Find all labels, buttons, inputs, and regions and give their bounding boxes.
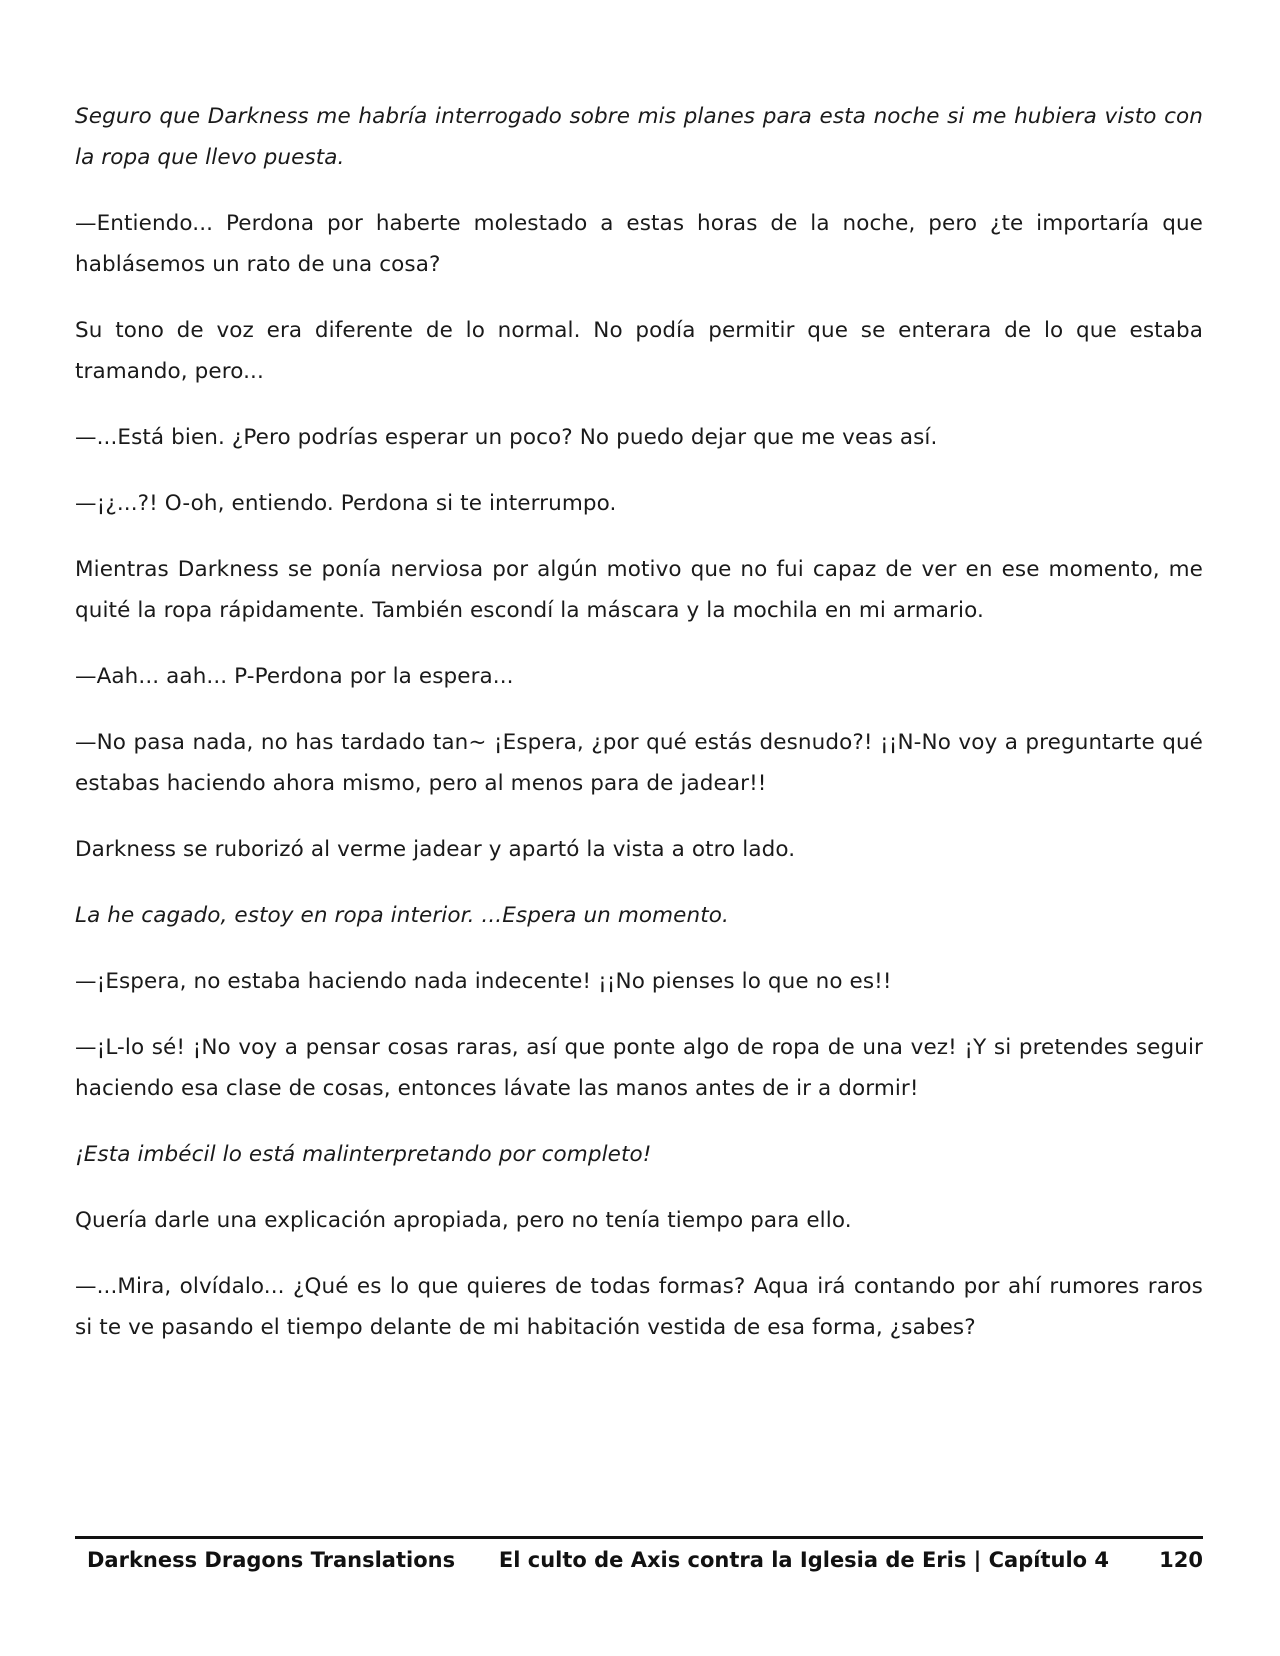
paragraph: Seguro que Darkness me habría interrogado sobre mis planes para esta noche si me hubiera visto con la ropa que llevo puesta. [75, 104, 1203, 170]
paragraph: Quería darle una explicación apropiada, pero no tenía tiempo para ello. [75, 1208, 852, 1233]
paragraph: —¡L-lo sé! ¡No voy a pensar cosas raras, así que ponte algo de ropa de una vez! ¡Y si pretendes seguir haciendo esa clase de cosas, entonces lávate las manos antes de ir a dormir! [75, 1035, 1203, 1101]
paragraph: ¡Esta imbécil lo está malinterpretando por completo! [75, 1142, 652, 1167]
footer-chapter-title: El culto de Axis contra la Iglesia de Eris | Capítulo 4 [498, 1548, 1109, 1572]
footer-publisher: Darkness Dragons Translations [87, 1548, 456, 1572]
paragraph: —No pasa nada, no has tardado tan~ ¡Espera, ¿por qué estás desnudo?! ¡¡N-No voy a preguntarte qué estabas haciendo ahora mismo, pero al menos para de jadear!! [75, 730, 1203, 796]
paragraph: Mientras Darkness se ponía nerviosa por algún motivo que no fui capaz de ver en ese momento, me quité la ropa rápidamente. También escondí la máscara y la mochila en mi armario. [75, 557, 1203, 623]
paragraph: La he cagado, estoy en ropa interior. ...Espera un momento. [75, 903, 729, 928]
footer-rule [75, 1536, 1203, 1539]
paragraph: —¡¿...?! O-oh, entiendo. Perdona si te interrumpo. [75, 491, 617, 516]
paragraph: —Aah... aah... P-Perdona por la espera... [75, 664, 514, 689]
paragraph: —¡Espera, no estaba haciendo nada indecente! ¡¡No pienses lo que no es!! [75, 969, 892, 994]
page-number: 120 [1159, 1548, 1203, 1572]
paragraph: Su tono de voz era diferente de lo normal. No podía permitir que se enterara de lo que estaba tramando, pero... [75, 318, 1203, 384]
page-footer [75, 1548, 1203, 1582]
paragraph: —...Está bien. ¿Pero podrías esperar un poco? No puedo dejar que me veas así. [75, 425, 938, 450]
paragraph: —...Mira, olvídalo... ¿Qué es lo que quieres de todas formas? Aqua irá contando por ahí rumores raros si te ve pasando el tiempo delante de mi habitación vestida de esa forma, ¿sabes? [75, 1274, 1203, 1340]
paragraph: —Entiendo... Perdona por haberte molestado a estas horas de la noche, pero ¿te importaría que hablásemos un rato de una cosa? [75, 211, 1203, 277]
paragraph: Darkness se ruborizó al verme jadear y apartó la vista a otro lado. [75, 837, 796, 862]
page-body [75, 96, 1203, 1373]
